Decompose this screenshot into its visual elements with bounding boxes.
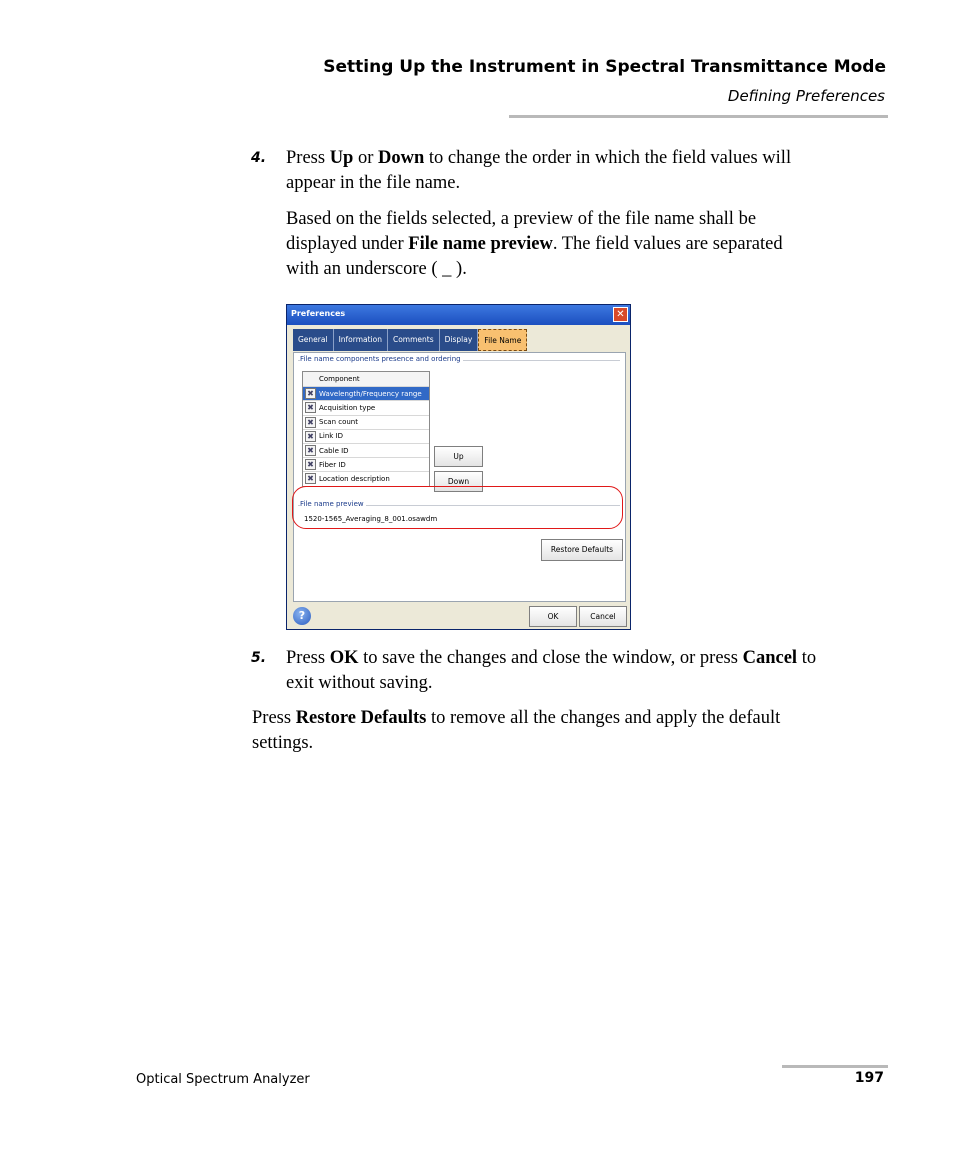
check-icon[interactable]: ✖ (305, 459, 316, 470)
row-label: Acquisition type (319, 403, 376, 412)
dialog-titlebar (287, 305, 630, 325)
help-icon[interactable]: ? (293, 607, 311, 625)
bold-down: Down (378, 148, 425, 168)
text: exit without saving. (286, 673, 433, 693)
preferences-dialog (286, 304, 631, 630)
preview-explanation-paragraph (286, 207, 886, 282)
column-header-component: Component (319, 375, 360, 384)
cancel-button[interactable]: Cancel (579, 606, 627, 627)
text: displayed under (286, 234, 409, 254)
tab-display[interactable]: Display (440, 329, 479, 351)
text: Based on the fields selected, a preview of the file name shall be (286, 209, 757, 229)
row-label: Link ID (319, 432, 344, 441)
text: appear in the file name. (286, 173, 461, 193)
file-name-preview-value: 1520-1565_Averaging_8_001.osawdm (304, 515, 438, 523)
tab-comments[interactable]: Comments (388, 329, 440, 351)
footer-rule (782, 1065, 888, 1068)
check-icon[interactable]: ✖ (305, 417, 316, 428)
step-5-paragraph (286, 646, 896, 696)
text: to change the order in which the field values will (424, 148, 792, 168)
text: Press (286, 648, 330, 668)
text: . The field values are separated (552, 234, 783, 254)
restore-defaults-button[interactable]: Restore Defaults (541, 539, 623, 561)
table-row[interactable] (303, 471, 429, 485)
text: or (353, 148, 379, 168)
page-number: 197 (854, 1070, 884, 1086)
text: to remove all the changes and apply the default (426, 708, 781, 728)
tab-strip (293, 329, 527, 351)
text: to save the changes and close the window, or press (358, 648, 743, 668)
check-icon[interactable]: ✖ (305, 402, 316, 413)
components-table (302, 371, 430, 487)
row-label: Fiber ID (319, 460, 346, 469)
check-icon[interactable]: ✖ (305, 445, 316, 456)
tab-content (293, 352, 626, 602)
bold-file-name-preview: File name preview (408, 234, 553, 254)
row-label: Cable ID (319, 446, 349, 455)
step-number-5: 5. (251, 650, 267, 666)
text: Press (286, 148, 330, 168)
table-row[interactable] (303, 415, 429, 429)
tab-information[interactable]: Information (334, 329, 388, 351)
text: settings. (252, 733, 314, 753)
row-label: Wavelength/Frequency range (319, 389, 422, 398)
text: Press (252, 708, 296, 728)
up-button[interactable]: Up (434, 446, 483, 467)
file-name-preview-label: File name preview (300, 500, 364, 508)
bold-restore-defaults: Restore Defaults (295, 708, 427, 728)
restore-defaults-paragraph (252, 706, 892, 756)
table-header (303, 372, 429, 386)
header-rule (509, 115, 888, 118)
row-label: Scan count (319, 418, 358, 427)
table-row[interactable] (303, 400, 429, 414)
check-icon[interactable]: ✖ (305, 431, 316, 442)
header-spacer (305, 374, 316, 385)
bold-ok: OK (329, 648, 359, 668)
running-header-title: Setting Up the Instrument in Spectral Transmittance Mode (323, 57, 886, 77)
tab-file-name[interactable]: File Name (478, 329, 527, 351)
check-icon[interactable]: ✖ (305, 473, 316, 484)
bold-up: Up (329, 148, 354, 168)
close-icon[interactable]: ✕ (613, 307, 628, 322)
bold-cancel: Cancel (742, 648, 798, 668)
text: to (797, 648, 817, 668)
highlight-ellipse (292, 486, 623, 529)
footer-product-name: Optical Spectrum Analyzer (136, 1072, 310, 1087)
row-label: Location description (319, 474, 390, 483)
ok-button[interactable]: OK (529, 606, 577, 627)
components-group-label: File name components presence and ordering (300, 355, 461, 363)
dialog-title: Preferences (291, 309, 346, 318)
check-icon[interactable]: ✖ (305, 388, 316, 399)
text: with an underscore ( _ ). (286, 259, 467, 279)
table-row[interactable] (303, 429, 429, 443)
running-header-subtitle: Defining Preferences (727, 87, 885, 105)
table-row[interactable] (303, 443, 429, 457)
down-button[interactable]: Down (434, 471, 483, 492)
tab-general[interactable]: General (293, 329, 334, 351)
table-row[interactable] (303, 457, 429, 471)
step-4-paragraph (286, 146, 886, 196)
step-number-4: 4. (251, 150, 267, 166)
table-row[interactable] (303, 386, 429, 400)
